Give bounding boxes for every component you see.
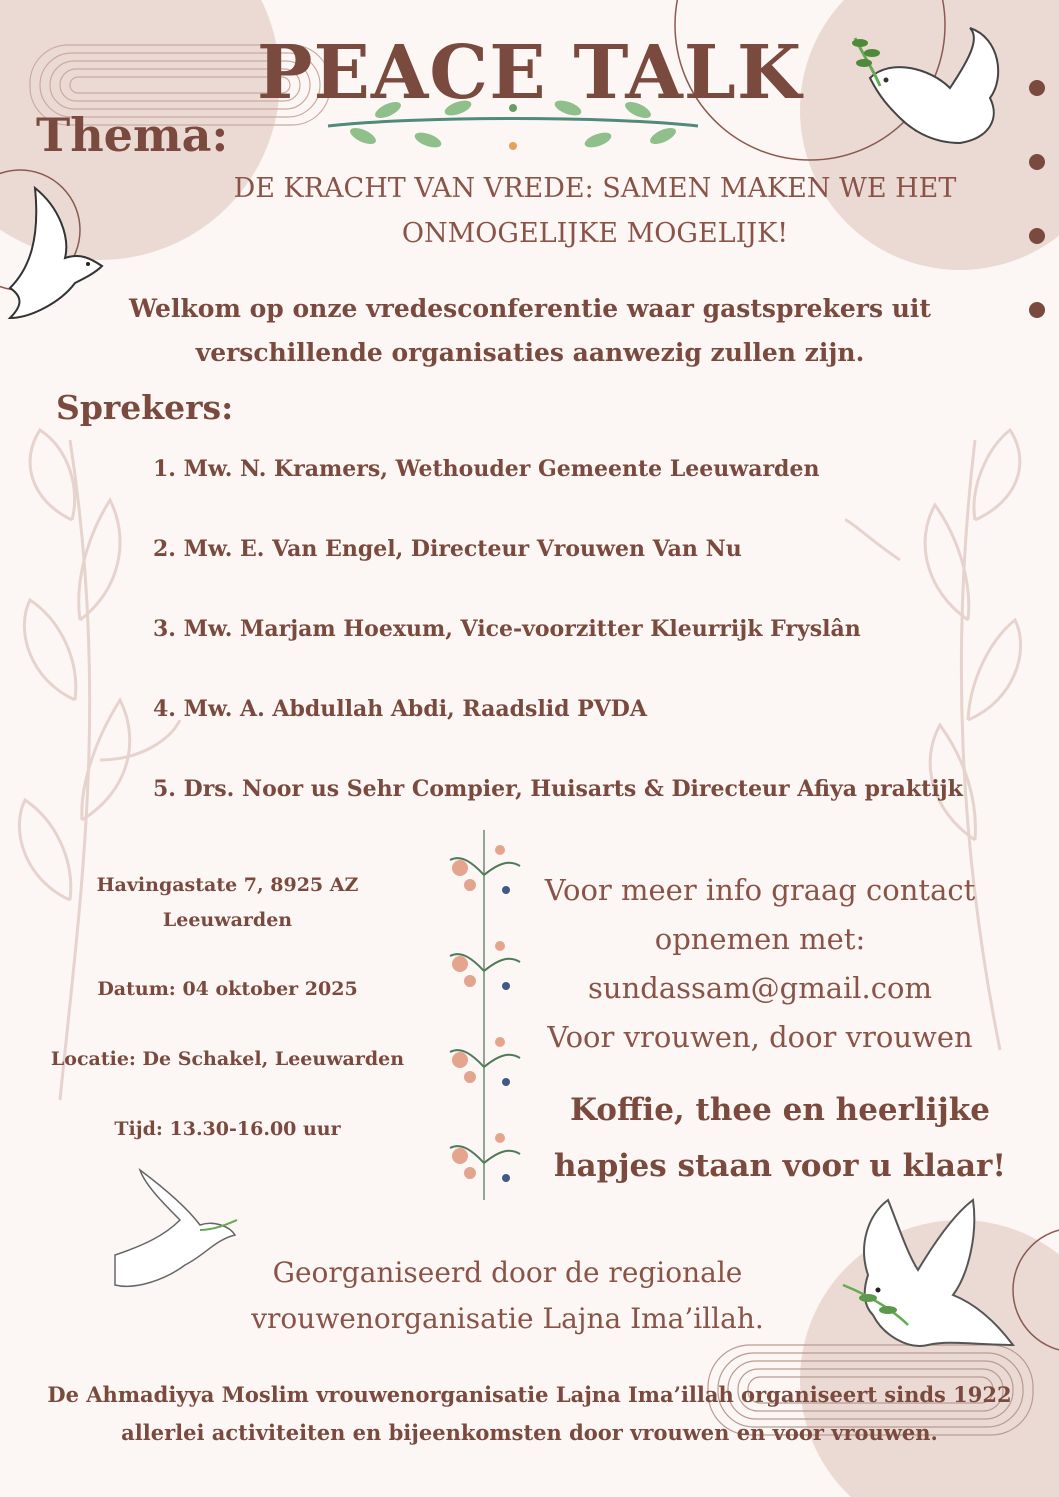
dove-olive-branch-icon <box>838 1195 1018 1365</box>
theme-line-1: DE KRACHT VAN VREDE: SAMEN MAKEN WE HET <box>233 173 957 204</box>
welcome-text <box>90 287 970 375</box>
welcome-line-2: verschillende organisaties aanwezig zullen zijn. <box>195 338 865 367</box>
contact-tagline: Voor vrouwen, door vrouwen <box>547 1020 973 1054</box>
event-title: PEACE TALK <box>256 30 803 116</box>
organizer-text <box>200 1250 815 1342</box>
footer-line-2: allerlei activiteiten en bijeenkomsten door vrouwen en voor vrouwen. <box>121 1420 938 1445</box>
footer-line-1: De Ahmadiyya Moslim vrouwenorganisatie Lajna Ima’illah organiseert sinds 1922 <box>47 1382 1012 1407</box>
organizer-line-1: Georganiseerd door de regionale <box>272 1256 743 1289</box>
address-line-1: Havingastate 7, 8925 AZ <box>96 874 359 896</box>
refreshments-line-2: hapjes staan voor u klaar! <box>554 1148 1006 1184</box>
address-line-2: Leeuwarden <box>162 909 293 931</box>
event-location: Locatie: De Schakel, Leeuwarden <box>50 1048 405 1070</box>
refreshments-line-1: Koffie, thee en heerlijke <box>570 1092 990 1128</box>
speaker-item: 4. Mw. A. Abdullah Abdi, Raadslid PVDA <box>153 696 647 722</box>
event-time: Tijd: 13.30-16.00 uur <box>114 1118 341 1140</box>
contact-line-1: Voor meer info graag contact <box>544 873 976 907</box>
speakers-heading: Sprekers: <box>56 388 234 427</box>
speaker-item: 5. Drs. Noor us Sehr Compier, Huisarts & Directeur Afiya praktijk <box>153 776 963 802</box>
theme-line-2: ONMOGELIJKE MOGELIJK! <box>401 218 789 249</box>
theme-subtitle <box>180 166 1010 256</box>
refreshments-text <box>535 1082 1025 1194</box>
contact-info <box>510 866 1010 1062</box>
contact-email[interactable]: sundassam@gmail.com <box>588 971 932 1005</box>
speaker-item: 3. Mw. Marjam Hoexum, Vice-voorzitter Kleurrijk Fryslân <box>153 616 861 642</box>
address <box>0 868 455 938</box>
event-date: Datum: 04 oktober 2025 <box>97 978 358 1000</box>
theme-label: Thema: <box>36 108 229 162</box>
footer-text <box>10 1376 1049 1452</box>
organizer-line-2: vrouwenorganisatie Lajna Ima’illah. <box>251 1302 764 1335</box>
speaker-item: 2. Mw. E. Van Engel, Directeur Vrouwen Van Nu <box>153 536 742 562</box>
contact-line-2: opnemen met: <box>654 922 866 956</box>
welcome-line-1: Welkom op onze vredesconferentie waar gastsprekers uit <box>129 294 931 323</box>
speaker-item: 1. Mw. N. Kramers, Wethouder Gemeente Leeuwarden <box>153 456 820 482</box>
